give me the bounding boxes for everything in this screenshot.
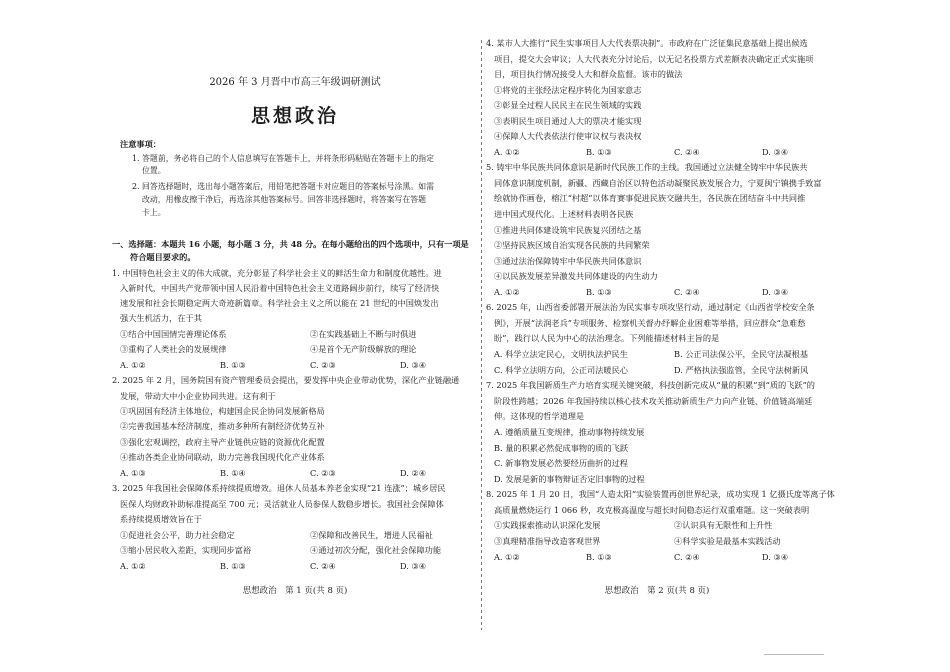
q5-stem-4: 进中国式现代化。上述材料表明各民族 xyxy=(494,209,634,219)
left-page-footer: 思想政治 第 1 页(共 8 页) xyxy=(242,586,348,596)
q8-choice-c: C. ②④ xyxy=(674,552,700,562)
q2-option-3: ③强化宏观调控，政府主导产业链供应链的资源优化配置 xyxy=(120,437,325,447)
q2-choice-a: A. ①③ xyxy=(120,468,146,478)
q8-option-4: ④科学实验是最基本实践活动 xyxy=(674,536,781,546)
q1-option-3: ③重构了人类社会的发展规律 xyxy=(120,344,227,354)
q3-stem-3: 系持续提质增效旨在于 xyxy=(120,514,202,524)
q6-choice-b: B. 公正司法保公平，全民守法凝根基 xyxy=(674,349,809,359)
q5-choice-a: A. ①② xyxy=(494,287,520,297)
q3-option-2: ②保障和改善民生，增进人民福祉 xyxy=(310,530,433,540)
notes-item-1-cont: 位置。 xyxy=(142,166,166,175)
q2-option-2: ②完善我国基本经济制度，推动多种所有制经济优势互补 xyxy=(120,421,325,431)
q4-choice-c: C. ②④ xyxy=(674,147,700,157)
right-page xyxy=(486,0,835,672)
q4-stem-3: 目，项目执行情况接受人大和群众监督。该市的做法 xyxy=(494,69,683,79)
q3-choice-c: C. ②④ xyxy=(310,561,336,571)
q1-stem-2: 入新时代，中国共产党带领中国人民沿着中国特色社会主义道路阔步前行，续写了经济快 xyxy=(120,283,440,293)
q5-option-2: ②坚持民族区域自治实现各民族的共同繁荣 xyxy=(494,240,650,250)
q2-choice-d: D. ②④ xyxy=(400,468,427,478)
q8-stem-1: 8. 2025 年 1 月 20 日，我国“人造太阳”实验装置再创世界纪录，成功实现 1 亿摄氏度等离子体 xyxy=(486,489,835,499)
q1-choice-c: C. ②③ xyxy=(310,360,336,370)
q7-choice-b: B. 量的积累必然促成事物的质的飞跃 xyxy=(494,443,629,453)
q6-choice-d: D. 严格执法强监管，全民守法树新风 xyxy=(674,365,809,375)
q1-choice-d: D. ③④ xyxy=(400,360,427,370)
q7-stem-3: 伸。这体现的哲学道理是 xyxy=(494,411,585,421)
q3-stem-2: 医保人均财政补助标准提高至 700 元；灵活就业人员参保人数稳步增长。我国社会保障体 xyxy=(120,499,444,509)
q6-stem-1: 6. 2025 年，山西省委部署开展法治为民实事专项攻坚行动，通过制定《山西省学校安全条 xyxy=(486,302,815,312)
q2-stem-1: 2. 2025 年 2 月，国务院国有资产管理委员会提出，要发挥中央企业带动优势，深化产业链融通 xyxy=(112,375,460,385)
notes-item-2: 2. 回答选择题时，选出每小题答案后，用铅笔把答题卡对应题目的答案标号涂黑。如需 xyxy=(132,182,434,191)
q4-stem-1: 4. 某市人大推行“民生实事项目人大代表票决制”。市政府在广泛征集民意基础上提出候选 xyxy=(486,38,808,48)
q5-choice-d: D. ③④ xyxy=(762,287,789,297)
q5-option-1: ①推进共同体建设筑牢民族复兴团结之基 xyxy=(494,225,642,235)
exam-subtitle: 2026 年 3 月晋中市高三年级调研测试 xyxy=(209,77,381,88)
q6-stem-3: 盼”，践行以人民为中心的法治理念。下列能描述材料主旨的是 xyxy=(494,333,720,343)
section-header-cont: 符合题目要求的。 xyxy=(130,252,196,262)
exam-title: 思想政治 xyxy=(250,105,339,127)
q3-choice-b: B. ①③ xyxy=(220,561,246,571)
q8-choice-d: D. ③④ xyxy=(762,552,789,562)
q6-stem-2: 例》，开展“法润老兵”专项服务、检察机关督办纾解企业困难等举措，回应群众“急难愁 xyxy=(494,318,806,328)
q7-stem-1: 7. 2025 年我国新质生产力培育实现关键突破，科技创新完成从“量的积累”到“质的飞跃”的 xyxy=(486,380,815,390)
notes-heading: 注意事项： xyxy=(120,139,161,149)
q3-option-1: ①促进社会公平，助力社会稳定 xyxy=(120,530,235,540)
q4-option-3: ③表明民生项目通过人大的票决才能实现 xyxy=(494,116,642,126)
q8-option-2: ②认识具有无限性和上升性 xyxy=(674,520,773,530)
q1-choice-a: A. ①② xyxy=(120,360,146,370)
q4-option-1: ①将党的主张经法定程序转化为国家意志 xyxy=(494,85,642,95)
section-header: 一、选择题：本题共 16 小题，每小题 3 分，共 48 分。在每小题给出的四个选项中，只有一项是 xyxy=(112,239,469,249)
q1-stem-4: 强大生机活力，在于其 xyxy=(120,313,202,323)
q2-choice-c: C. ②③ xyxy=(310,468,336,478)
q3-choice-d: D. ③④ xyxy=(400,561,427,571)
q1-choice-b: B. ①③ xyxy=(220,360,246,370)
q2-option-1: ①巩固国有经济主体地位，构建国企民企协同发展新格局 xyxy=(120,406,325,416)
q5-stem-2: 同体意识制度机制，新疆、西藏自治区以特色活动凝聚民族发展合力，宁夏闽宁镇携手致富 xyxy=(494,178,822,188)
q8-stem-2: 高质量燃烧运行 1 066 秒，攻克极高温度与超长时间稳态运行双重难题。这一突破表明 xyxy=(494,505,810,515)
q2-option-4: ④推动各类企业协同联动，助力完善我国现代化产业体系 xyxy=(120,452,325,462)
notes-item-2-cont: 改动，用橡皮擦干净后，再选涂其他答案标号。回答非选择题时，将答案写在答题 xyxy=(142,195,427,204)
q4-option-4: ④保障人大代表依法行使审议权与表决权 xyxy=(494,131,642,141)
q3-stem-1: 3. 2025 年我国社会保障体系持续提质增效。退休人员基本养老金实现“21 连涨”；城乡居民 xyxy=(112,483,446,493)
q8-option-1: ①实践探索推动认识深化发展 xyxy=(494,520,601,530)
q5-stem-3: 绘就协作画卷，榕江“村超”以体育赛事促进民族交融共生，各民族在团结奋斗中共同推 xyxy=(494,193,806,203)
q8-option-3: ③真理精准指导改造客观世界 xyxy=(494,536,601,546)
q1-stem-1: 1. 中国特色社会主义的伟大成就，充分彰显了科学社会主义的鲜活生命力和制度优越性。进 xyxy=(112,268,442,278)
q4-choice-d: D. ③④ xyxy=(762,147,789,157)
q6-choice-c: C. 科学立法明方向，公正司法暖民心 xyxy=(494,365,628,375)
q1-option-1: ①结合中国国情完善理论体系 xyxy=(120,329,227,339)
left-page xyxy=(112,0,478,672)
q1-option-2: ②在实践基础上不断与时俱进 xyxy=(310,329,417,339)
q8-choice-b: B. ①③ xyxy=(586,552,612,562)
q2-stem-2: 发展，带动大中小企业协同共进。这有利于 xyxy=(120,391,276,401)
q2-choice-b: B. ①④ xyxy=(220,468,246,478)
notes-item-2-end: 卡上。 xyxy=(142,208,166,217)
q7-choice-a: A. 遵循质量互变规律，推动事物持续发展 xyxy=(494,427,645,437)
scan-edge-mark xyxy=(764,654,824,661)
q5-option-4: ④以民族发展差异激发共同体建设的内生动力 xyxy=(494,271,658,281)
q6-choice-a: A. 科学立法定民心，文明执法护民生 xyxy=(494,349,628,359)
q5-stem-1: 5. 铸牢中华民族共同体意识是新时代民族工作的主线。我国通过立法健全铸牢中华民族共 xyxy=(486,162,808,172)
q5-option-3: ③通过法治保障铸牢中华民族共同体意识 xyxy=(494,256,642,266)
q5-choice-c: C. ②④ xyxy=(674,287,700,297)
q4-stem-2: 项目，提交大会审议；人大代表充分讨论后，以无记名投票方式差额表决确定正式实施项 xyxy=(494,54,814,64)
q1-stem-3: 速发展和社会长期稳定两大奇迹新篇章。科学社会主义之所以能在 21 世纪的中国焕发出 xyxy=(120,298,439,308)
q7-choice-c: C. 新事物发展必然要经历曲折的过程 xyxy=(494,458,628,468)
q3-option-4: ④通过初次分配，强化社会保障功能 xyxy=(310,545,442,555)
right-page-footer: 思想政治 第 2 页(共 8 页) xyxy=(604,586,710,596)
q8-choice-a: A. ①② xyxy=(494,552,520,562)
q3-choice-a: A. ①② xyxy=(120,561,146,571)
q7-stem-2: 阶段性跨越；2026 年我国持续以核心技术攻关推动新质生产力向产业链、价值链高端延 xyxy=(494,396,813,406)
q5-choice-b: B. ①③ xyxy=(586,287,612,297)
q4-choice-b: B. ①③ xyxy=(586,147,612,157)
q7-choice-d: D. 发展是新的事物辩证否定旧事物的过程 xyxy=(494,474,645,484)
q3-option-3: ③缩小居民收入差距，实现同步富裕 xyxy=(120,545,252,555)
notes-item-1: 1. 答题前，务必将自己的个人信息填写在答题卡上，并将条形码粘贴在答题卡上的指定 xyxy=(132,154,434,163)
page-divider xyxy=(481,40,482,630)
q4-option-2: ②彰显全过程人民民主在民生领域的实践 xyxy=(494,100,642,110)
q1-option-4: ④是首个无产阶级解放的理论 xyxy=(310,344,417,354)
q4-choice-a: A. ①② xyxy=(494,147,520,157)
